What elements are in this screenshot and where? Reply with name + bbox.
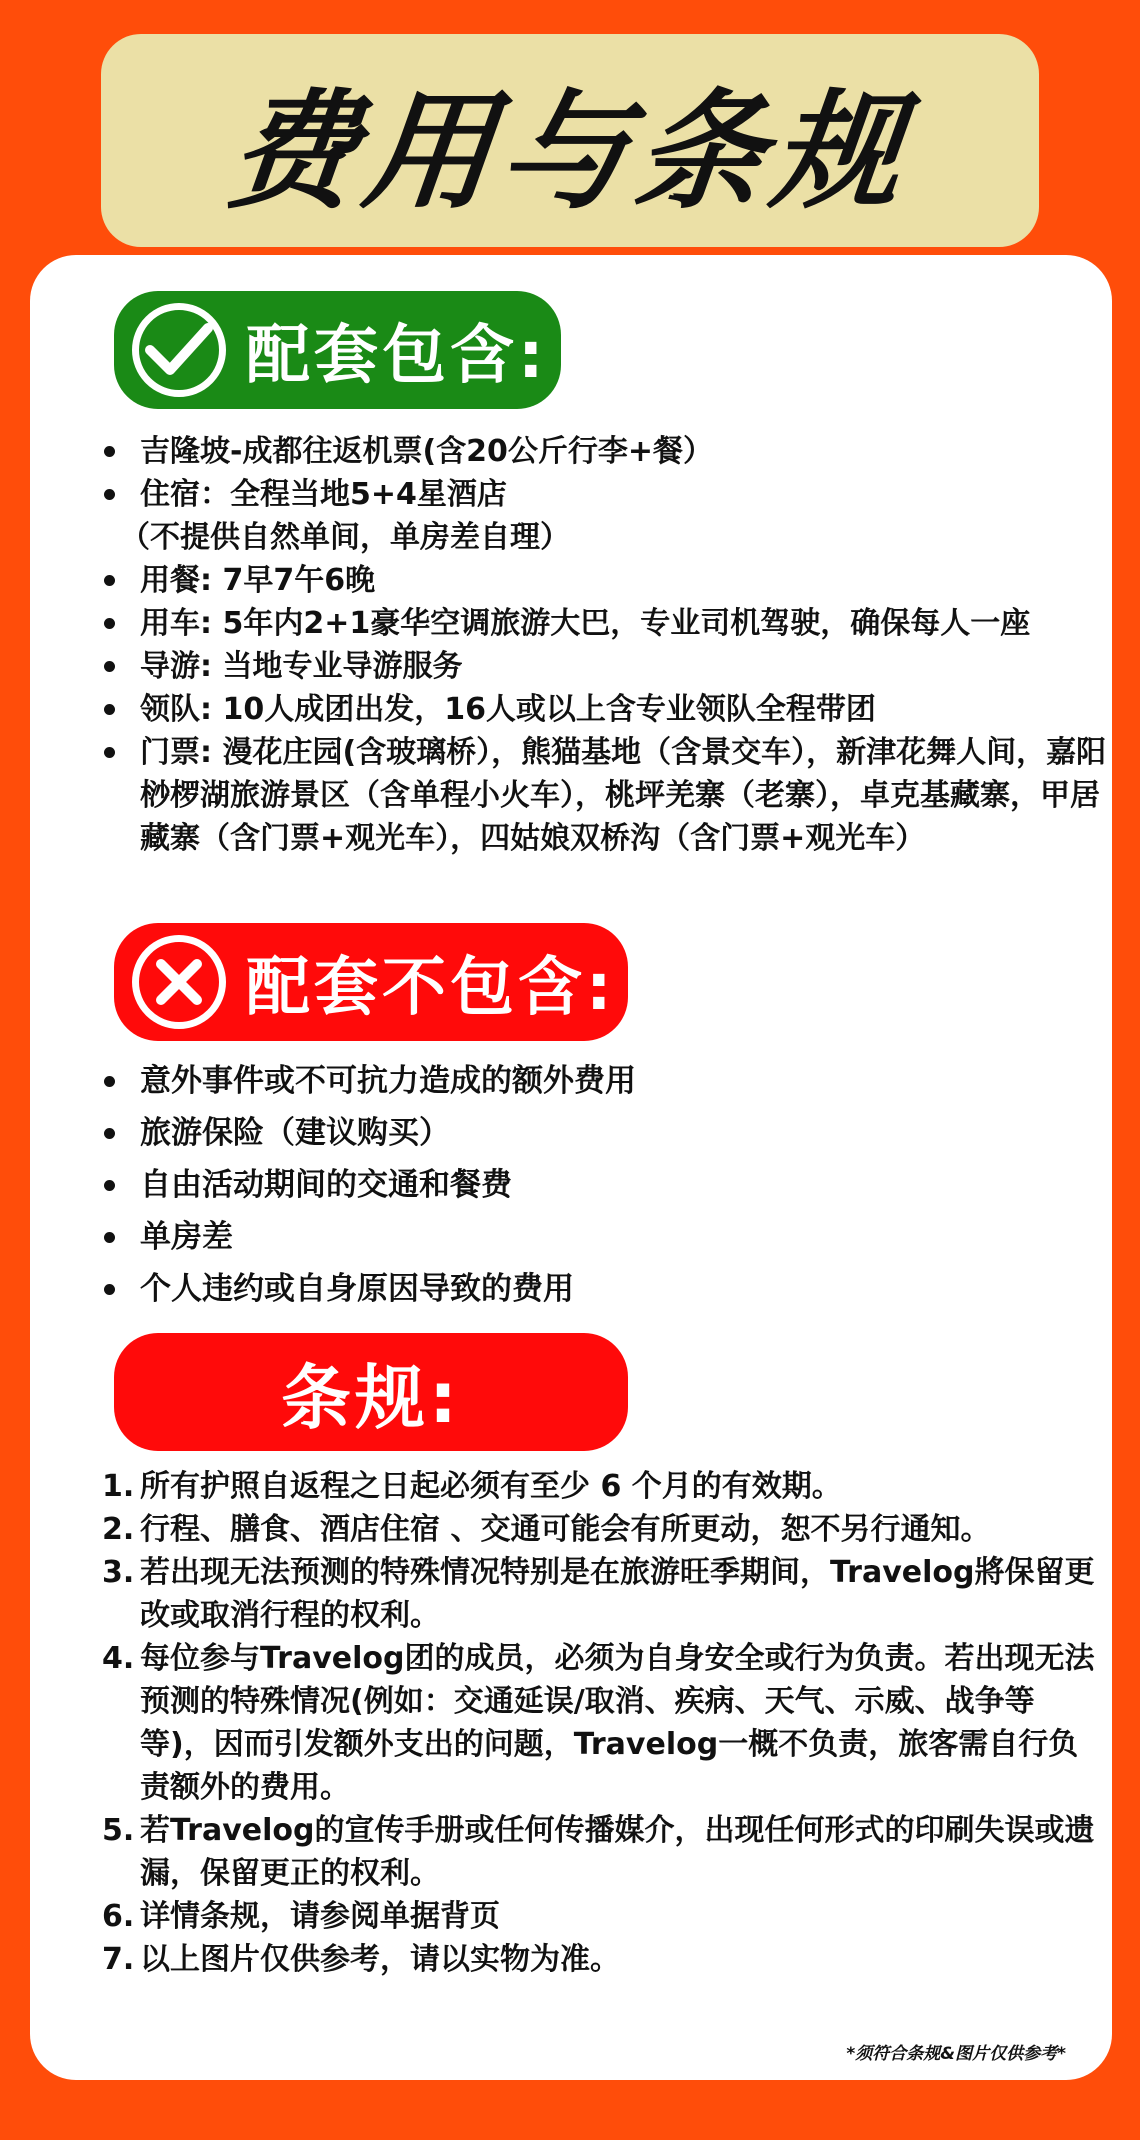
cross-icon bbox=[132, 935, 226, 1029]
rule-item bbox=[102, 1895, 1107, 1938]
rule-item bbox=[102, 1809, 1107, 1895]
page-title: 费用与条规 bbox=[220, 77, 917, 227]
excluded-heading-pill bbox=[114, 923, 628, 1041]
rule-text: 所有护照自返程之日起必须有至少 6 个月的有效期。 bbox=[140, 1469, 842, 1504]
excluded-list bbox=[100, 1055, 1000, 1315]
included-item: 门票: 漫花庄园(含玻璃桥），熊猫基地（含景交车），新津花舞人间，嘉阳桫椤湖旅游景区（含单程小火车），桃坪羌寨（老寨），卓克基藏寨，甲居藏寨（含门票+观光车），四姑娘双桥沟（含门票+观光车） bbox=[100, 731, 1110, 860]
title-banner bbox=[101, 34, 1039, 247]
rules-heading-pill bbox=[114, 1333, 628, 1451]
included-item-note: （不提供自然单间，单房差自理） bbox=[120, 520, 570, 555]
included-item: 吉隆坡-成都往返机票(含20公斤行李+餐） bbox=[100, 430, 1110, 473]
excluded-item: 旅游保险（建议购买） bbox=[100, 1107, 1000, 1159]
rule-text: 每位参与Travelog团的成员，必须为自身安全或行为负责。若出现无法预测的特殊情况(例如：交通延误/取消、疾病、天气、示威、战争等等)，因而引发额外支出的问题，Travelog一概不负责，旅客需自行负责额外的费用。 bbox=[140, 1641, 1095, 1805]
included-item: 领队: 10人成团出发，16人或以上含专业领队全程带团 bbox=[100, 688, 1110, 731]
rule-text: 若出现无法预测的特殊情况特别是在旅游旺季期间，Travelog將保留更改或取消行程的权利。 bbox=[140, 1555, 1095, 1633]
included-item: 住宿：全程当地5+4星酒店 bbox=[100, 473, 1110, 516]
footnote: *须符合条规&图片仅供参考* bbox=[846, 2044, 1066, 2064]
rule-item bbox=[102, 1637, 1107, 1809]
rule-item bbox=[102, 1551, 1107, 1637]
included-heading: 配套包含: bbox=[246, 319, 548, 393]
rules-list bbox=[102, 1465, 1107, 1981]
rule-number: 1. bbox=[102, 1469, 135, 1504]
rule-number: 7. bbox=[102, 1942, 135, 1977]
rule-number: 6. bbox=[102, 1899, 135, 1934]
rule-item bbox=[102, 1938, 1107, 1981]
rule-number: 5. bbox=[102, 1813, 135, 1848]
rule-number: 2. bbox=[102, 1512, 135, 1547]
content-card bbox=[30, 255, 1112, 2080]
excluded-item: 单房差 bbox=[100, 1211, 1000, 1263]
excluded-item: 意外事件或不可抗力造成的额外费用 bbox=[100, 1055, 1000, 1107]
rules-heading: 条规: bbox=[281, 1356, 461, 1439]
included-heading-pill bbox=[114, 291, 561, 409]
rule-number: 4. bbox=[102, 1641, 135, 1676]
excluded-heading: 配套不包含: bbox=[246, 951, 616, 1025]
rule-number: 3. bbox=[102, 1555, 135, 1590]
rule-text: 若Travelog的宣传手册或任何传播媒介，出现任何形式的印刷失误或遗漏，保留更正的权利。 bbox=[140, 1813, 1095, 1891]
included-item: 用餐: 7早7午6晚 bbox=[100, 559, 1110, 602]
rule-text: 行程、膳食、酒店住宿 、交通可能会有所更动，恕不另行通知。 bbox=[140, 1512, 991, 1547]
rule-text: 详情条规，请参阅单据背页 bbox=[140, 1899, 500, 1934]
rule-text: 以上图片仅供参考，请以实物为准。 bbox=[140, 1942, 620, 1977]
excluded-item: 个人违约或自身原因导致的费用 bbox=[100, 1263, 1000, 1315]
checkmark-icon bbox=[132, 303, 226, 397]
included-list bbox=[100, 430, 1110, 860]
rule-item bbox=[102, 1465, 1107, 1508]
included-item: 导游: 当地专业导游服务 bbox=[100, 645, 1110, 688]
included-item: 用车: 5年内2+1豪华空调旅游大巴，专业司机驾驶，确保每人一座 bbox=[100, 602, 1110, 645]
rule-item bbox=[102, 1508, 1107, 1551]
excluded-item: 自由活动期间的交通和餐费 bbox=[100, 1159, 1000, 1211]
